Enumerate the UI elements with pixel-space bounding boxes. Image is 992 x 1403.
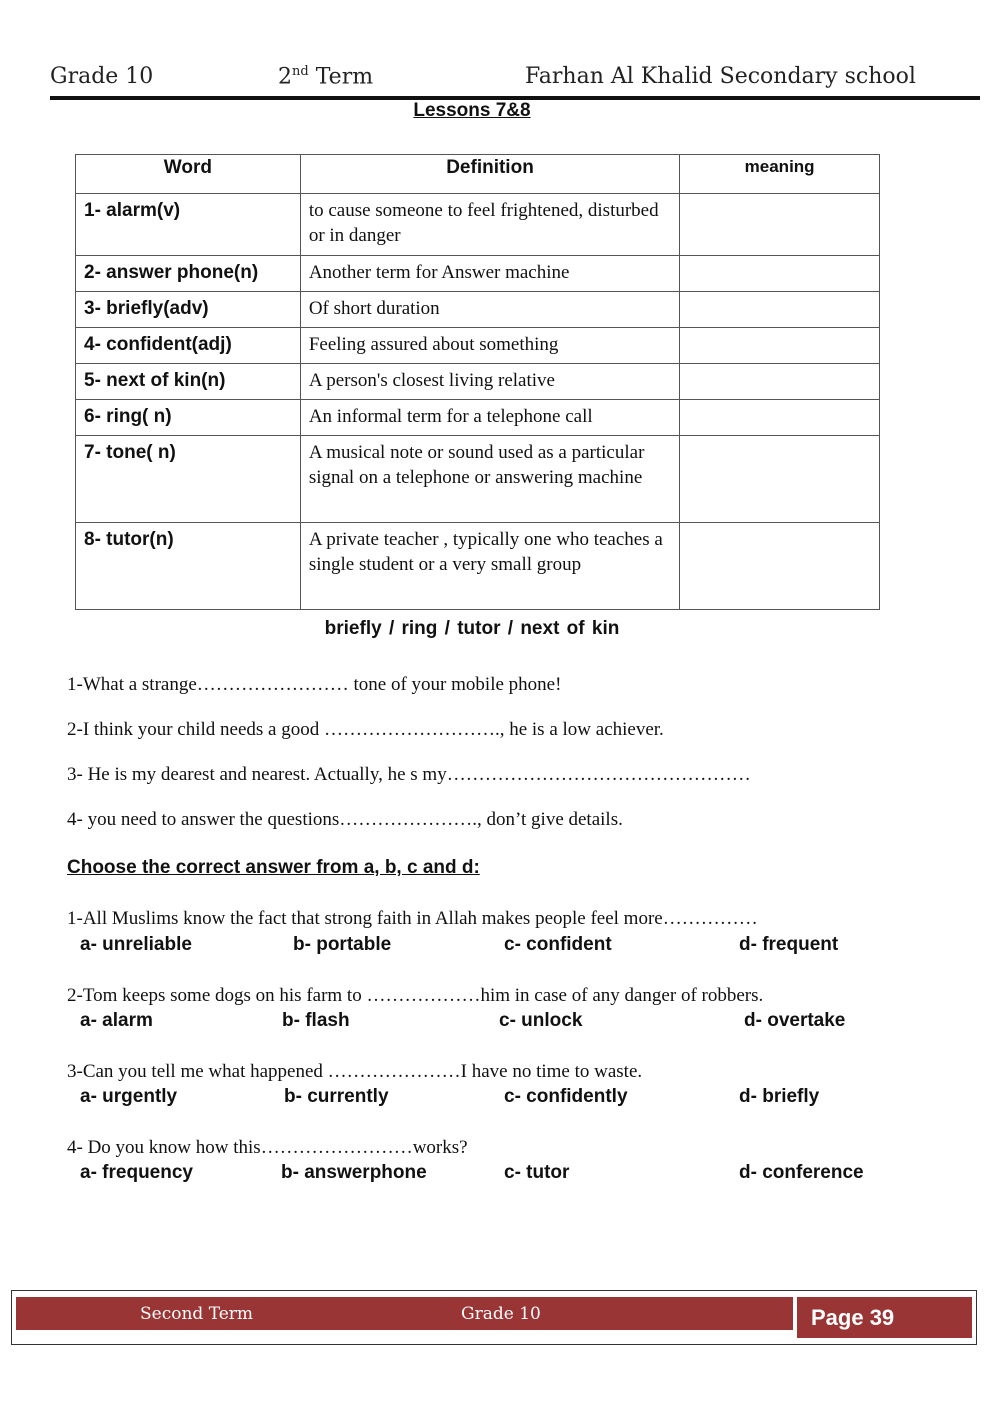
mcq-1-option-b: b- portable	[293, 934, 392, 955]
footer-grade: Grade 10	[461, 1304, 541, 1324]
footer-bar	[16, 1297, 793, 1330]
mcq-3-option-a: a- urgently	[80, 1086, 178, 1107]
table-row	[76, 292, 880, 328]
fill-in-question-2: 2-I think your child needs a good ………………………., he is a low achiever.	[67, 719, 664, 740]
meaning-cell[interactable]	[680, 364, 880, 400]
word-cell: 1- alarm(v)	[76, 194, 301, 256]
mcq-4-option-b: b- answerphone	[281, 1162, 427, 1183]
mcq-2-option-a: a- alarm	[80, 1010, 153, 1031]
header-grade: Grade 10	[50, 64, 154, 89]
mcq-1-option-d: d- frequent	[739, 934, 839, 955]
page-number: Page 39	[811, 1305, 895, 1330]
header-school: Farhan Al Khalid Secondary school	[525, 64, 916, 89]
table-row	[76, 400, 880, 436]
column-header-definition: Definition	[300, 155, 679, 194]
table-row	[76, 194, 880, 256]
mcq-question-1: 1-All Muslims know the fact that strong faith in Allah makes people feel more……………	[67, 908, 758, 929]
footer-term: Second Term	[140, 1304, 254, 1324]
word-cell: 5- next of kin(n)	[76, 364, 301, 400]
mcq-4-option-a: a- frequency	[80, 1162, 193, 1183]
table-row	[76, 328, 880, 364]
table-header-row	[76, 155, 880, 194]
column-header-word: Word	[76, 155, 301, 194]
word-cell: 6- ring( n)	[76, 400, 301, 436]
mcq-3-option-b: b- currently	[284, 1086, 389, 1107]
definition-cell: Feeling assured about something	[300, 328, 679, 364]
fill-in-question-4: 4- you need to answer the questions…………………., don’t give details.	[67, 809, 623, 830]
mcq-4-option-d: d- conference	[739, 1162, 864, 1183]
meaning-cell[interactable]	[680, 328, 880, 364]
meaning-cell[interactable]	[680, 436, 880, 523]
definition-cell: Of short duration	[300, 292, 679, 328]
mcq-4-option-c: c- tutor	[504, 1162, 570, 1183]
meaning-cell[interactable]	[680, 194, 880, 256]
meaning-cell[interactable]	[680, 400, 880, 436]
mcq-1-option-a: a- unreliable	[80, 934, 192, 955]
lessons-title: Lessons 7&8	[413, 100, 531, 121]
mcq-1-option-c: c- confident	[504, 934, 612, 955]
mcq-2-option-c: c- unlock	[499, 1010, 583, 1031]
header-term-word: Term	[315, 64, 374, 90]
definition-cell: A private teacher , typically one who teaches a single student or a very small group	[300, 523, 679, 610]
meaning-cell[interactable]	[680, 256, 880, 292]
mcq-question-4: 4- Do you know how this……………………works?	[67, 1137, 468, 1158]
meaning-cell[interactable]	[680, 292, 880, 328]
word-bank: briefly / ring / tutor / next of kin	[324, 618, 620, 639]
mcq-question-3: 3-Can you tell me what happened …………………I have no time to waste.	[67, 1061, 643, 1082]
definition-cell: A musical note or sound used as a particular signal on a telephone or answering machine	[300, 436, 679, 523]
mcq-2-option-b: b- flash	[282, 1010, 350, 1031]
vocabulary-table	[75, 154, 880, 610]
definition-cell: A person's closest living relative	[300, 364, 679, 400]
page-number-box	[797, 1297, 972, 1338]
header-term-number: 2	[278, 64, 292, 90]
definition-cell: An informal term for a telephone call	[300, 400, 679, 436]
word-cell: 4- confident(adj)	[76, 328, 301, 364]
word-cell: 8- tutor(n)	[76, 523, 301, 610]
meaning-cell[interactable]	[680, 523, 880, 610]
mcq-question-2: 2-Tom keeps some dogs on his farm to ………………him in case of any danger of robbers.	[67, 985, 764, 1006]
table-row	[76, 436, 880, 523]
word-cell: 3- briefly(adv)	[76, 292, 301, 328]
definition-cell: to cause someone to feel frightened, disturbed or in danger	[300, 194, 679, 256]
fill-in-question-1: 1-What a strange…………………… tone of your mobile phone!	[67, 674, 562, 695]
table-row	[76, 364, 880, 400]
header-term-suffix: nd	[292, 64, 309, 79]
table-row	[76, 523, 880, 610]
choose-section-title: Choose the correct answer from a, b, c and d:	[67, 857, 480, 878]
mcq-3-option-c: c- confidently	[504, 1086, 628, 1107]
mcq-3-option-d: d- briefly	[739, 1086, 820, 1107]
word-cell: 2- answer phone(n)	[76, 256, 301, 292]
header-term	[278, 64, 373, 89]
table-row	[76, 256, 880, 292]
definition-cell: Another term for Answer machine	[300, 256, 679, 292]
fill-in-question-3: 3- He is my dearest and nearest. Actually, he s my…………………………………………	[67, 764, 751, 785]
word-cell: 7- tone( n)	[76, 436, 301, 523]
column-header-meaning: meaning	[680, 155, 880, 194]
mcq-2-option-d: d- overtake	[744, 1010, 846, 1031]
